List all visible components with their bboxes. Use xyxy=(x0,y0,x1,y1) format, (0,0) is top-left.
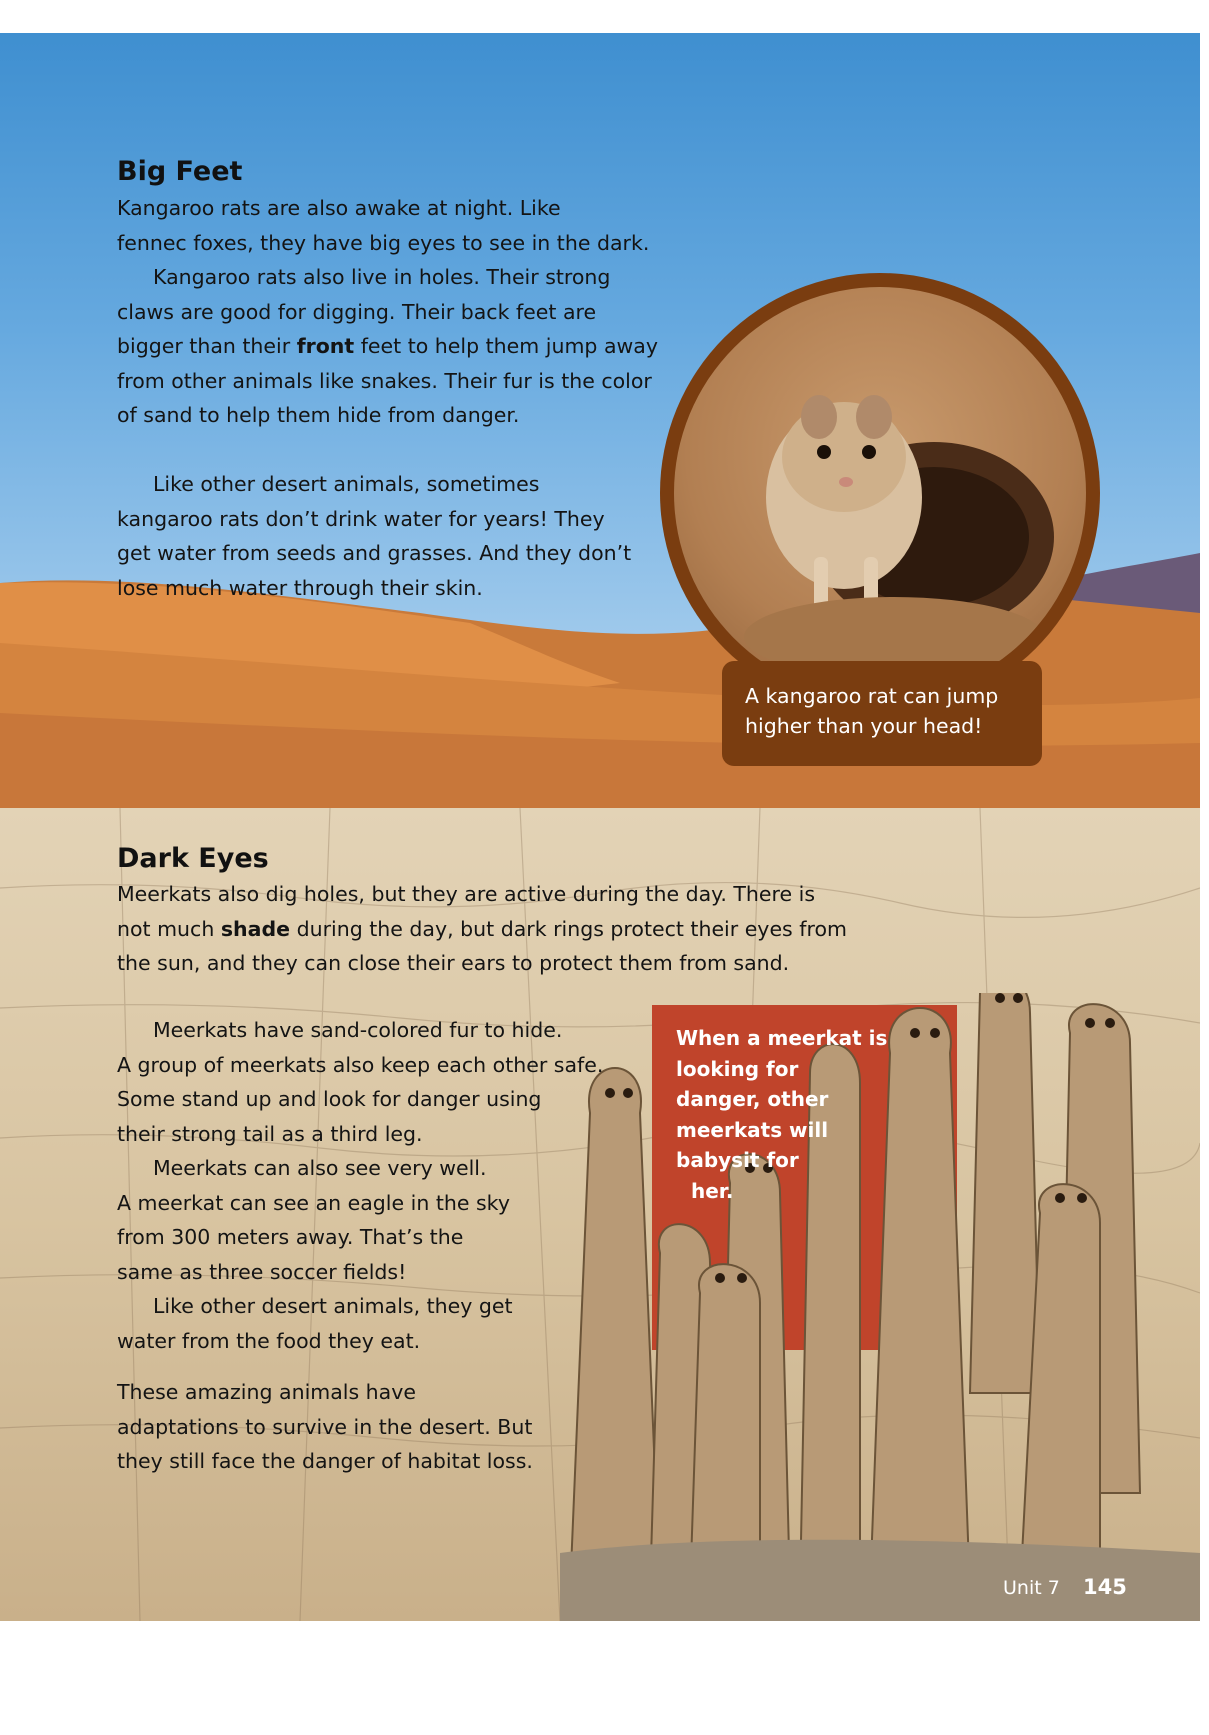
text-line: A meerkat can see an eagle in the sky xyxy=(117,1190,510,1215)
text-line: kangaroo rats don’t drink water for years! They xyxy=(117,506,605,531)
text-line: same as three soccer fields! xyxy=(117,1259,407,1284)
text-line: lose much water through their skin. xyxy=(117,575,483,600)
text-run: feet to help them jump away xyxy=(354,334,658,358)
paragraph-conclusion xyxy=(117,1375,533,1479)
text-line: Like other desert animals, they get xyxy=(153,1294,513,1318)
paragraph-kangaroo-water xyxy=(117,467,631,605)
kangaroo-rat-illustration xyxy=(674,287,1086,699)
paragraph-kangaroo-eyes xyxy=(117,191,649,260)
paragraph-meerkat-eyes xyxy=(117,877,847,981)
paragraph-meerkat-water xyxy=(117,1289,513,1358)
text-line: Kangaroo rats also live in holes. Their strong xyxy=(153,265,611,289)
text-line: of sand to help them hide from danger. xyxy=(117,403,520,427)
text-line: adaptations to survive in the desert. But xyxy=(117,1414,533,1439)
unit-label: Unit 7 xyxy=(1003,1577,1060,1599)
text-line xyxy=(117,912,847,947)
caption-line: higher than your head! xyxy=(745,714,983,738)
callout-line: looking for xyxy=(676,1056,799,1081)
text-run: not much xyxy=(117,916,221,941)
text-line: Some stand up and look for danger using xyxy=(117,1087,542,1111)
text-line: Like other desert animals, sometimes xyxy=(153,472,540,496)
callout-line: babysit for xyxy=(676,1148,799,1172)
text-line: water from the food they eat. xyxy=(117,1328,421,1353)
paragraph-meerkat-vision xyxy=(117,1151,510,1289)
text-line xyxy=(117,329,658,364)
callout-line: When a meerkat is xyxy=(676,1026,888,1050)
heading-dark-eyes: Dark Eyes xyxy=(117,843,269,874)
kangaroo-rat-photo-frame xyxy=(660,273,1100,713)
text-line: the sun, and they can close their ears to protect them from sand. xyxy=(117,951,790,975)
text-run: bigger than their xyxy=(117,334,297,358)
paragraph-kangaroo-feet xyxy=(117,260,658,433)
kangaroo-rat-photo xyxy=(674,287,1086,699)
meerkat-callout xyxy=(676,1023,887,1206)
callout-line: danger, other xyxy=(676,1087,829,1111)
callout-line: meerkats will xyxy=(676,1117,829,1142)
callout-line: her. xyxy=(691,1178,734,1203)
kangaroo-rat-caption xyxy=(722,661,1042,766)
page-number: 145 xyxy=(1083,1575,1127,1599)
text-line: Meerkats also dig holes, but they are active during the day. There is xyxy=(117,882,816,906)
paragraph-meerkat-safety xyxy=(117,1013,603,1151)
caption-line: A kangaroo rat can jump xyxy=(745,684,999,708)
heading-big-feet: Big Feet xyxy=(117,156,243,187)
text-line: from other animals like snakes. Their fur is the color xyxy=(117,368,652,393)
text-line: their strong tail as a third leg. xyxy=(117,1121,423,1146)
text-line: Meerkats can also see very well. xyxy=(153,1156,487,1180)
text-line: These amazing animals have xyxy=(117,1380,416,1404)
vocab-word-front: front xyxy=(296,334,355,358)
text-line: claws are good for digging. Their back feet are xyxy=(117,299,597,324)
text-line: they still face the danger of habitat loss. xyxy=(117,1449,533,1473)
text-line: from 300 meters away. That’s the xyxy=(117,1225,464,1249)
text-line: fennec foxes, they have big eyes to see in the dark. xyxy=(117,230,650,255)
text-line: Meerkats have sand-colored fur to hide. xyxy=(153,1018,563,1042)
text-line: A group of meerkats also keep each other safe. xyxy=(117,1052,604,1077)
text-line: get water from seeds and grasses. And they don’t xyxy=(117,541,632,565)
vocab-word-shade: shade xyxy=(220,916,291,941)
text-line: Kangaroo rats are also awake at night. Like xyxy=(117,196,561,220)
textbook-page xyxy=(0,33,1200,1621)
text-run: during the day, but dark rings protect their eyes from xyxy=(290,916,847,941)
